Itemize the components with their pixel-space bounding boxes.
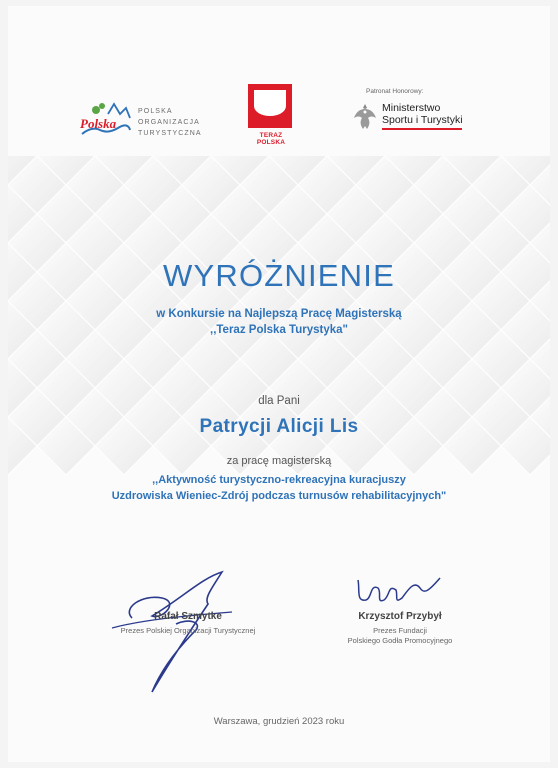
polish-eagle-icon	[352, 102, 378, 132]
ministry-red-bar	[382, 128, 462, 130]
signatory-name: Krzysztof Przybył	[358, 611, 442, 622]
signatory-role: Prezes Polskiej Organizacji Turystycznej	[120, 626, 256, 635]
thesis-title: ,,Aktywność turystyczno-rekreacyjna kuracjuszy Uzdrowiska Wieniec-Zdrój podczas turnusów rehabilitacyjnych"	[111, 474, 447, 502]
signatory-name: Rafał Szmytke	[154, 611, 222, 622]
signatory-role: Prezes Fundacji Polskiego Godła Promocyjnego	[347, 626, 453, 645]
teraz-polska-label: TERAZ POLSKA	[256, 132, 286, 146]
recipient-name: Patrycji Alicji Lis	[199, 416, 359, 437]
signatory-left	[68, 611, 308, 636]
certificate-sheet	[8, 6, 550, 762]
contest-name: w Konkursie na Najlepszą Pracę Magisterską ,,Teraz Polska Turystyka"	[156, 308, 402, 336]
signatory-right	[290, 611, 510, 646]
for-label: dla Pani	[258, 395, 300, 407]
pot-logo	[78, 100, 208, 146]
place-date: Warszawa, grudzień 2023 roku	[213, 716, 345, 727]
pot-name: POLSKA ORGANIZACJA TURYSTYCZNA	[138, 108, 202, 137]
signature-right	[348, 570, 458, 616]
teraz-polska-emblem	[248, 84, 292, 128]
svg-text:Polska: Polska	[80, 116, 117, 131]
patronat-label: Patronat Honorowy:	[366, 88, 424, 95]
work-label: za pracę magisterską	[226, 455, 332, 467]
ministry-name: Ministerstwo Sportu i Turystyki	[382, 102, 463, 126]
polska-logo-icon	[78, 100, 132, 140]
patronat-block	[352, 88, 492, 148]
certificate-title: WYRÓŻNIENIE	[163, 258, 395, 293]
teraz-polska-logo	[246, 84, 296, 152]
logo-row	[8, 84, 550, 156]
